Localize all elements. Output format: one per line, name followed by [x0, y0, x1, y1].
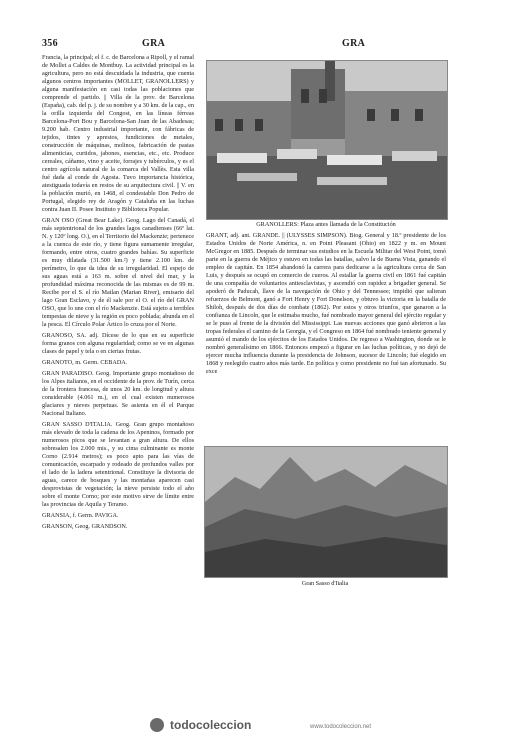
- page-number: 356: [42, 38, 58, 49]
- entry-gransia: GRANSIA, f. Germ. PAVIGA.: [42, 512, 119, 519]
- entry-gran-oso: GRAN OSO (Great Bear Lake). Geog. Lago del Canadá, el más septentrional de los grandes lagos canadienses (66º lat. N. y 120º long. O.), en el Territorio del Mackenzie; pertenece a la cuenca de este río, y tiene figura sumamente irregular, formando, entre otros, cuatro grandes bahías. Su superficie es muy dilatada (31.500 km.²) y tiene 2.100 km. de perímetro, lo que da idea de su irregularidad. El espejo de sus aguas está a 163 m. sobre el nivel del mar, y la profundidad máxima reconocida de las mismas es de 99 m. Recibe por el S. el río Matlan (Marian River), emisario del lago Gran Esclavo, y de él sale por el O. el río del GRAN OSO, que lo une con el río Mackenzie. Está sujeto a terribles tempestas de nieve y la región es poco poblada; abunda en el la pesca. El Círculo Polar Ártico lo cruza por el Norte.: [42, 217, 194, 328]
- left-column: [42, 54, 194, 534]
- entry-grant: GRANT, adj. ant. GRANDE. || (ULYSSES SIMPSON). Biog. General y 18.º presidente de los Estados Unidos de Norte América, n. en Point Pleasant (Ohio) en 1822 y m. en Mount McGregor en 1885. Después de terminar sus estudios en la Escuela Militar del West Point, tomó parte en la guerra de Méjico y estuvo en todas las batallas, salvo la de Buena Vista, ganando el empleo de capitán. En 1854 abandonó la carrera para dedicarse a la agricultura cerca de San Luis, y después se ocupó en comercio de cueros. Al estallar la guerra civil en 1861 fué capitán de una compañía de voluntarios antiesclavistas, y ascendió con rapidez a brigadier general. Se apoderó de Paducah, llave de la navegación de Ohio y del Tennessee; impidió que salieran refuerzos de Belmont, ganó a Fort Henry y Fort Donelson, y obtuvo la victoria en la batalla de Shiloh, después de dos días de combate (1862). Por estos y otros triunfos, que ganaron a la confianza de Lincoln, que le estimaba mucho, fué nombrado mayor general del ejército regular y se le puso al frente de la división del Mississippi. Las nuevas acciones que ganó abrieron a las tropas federales el camino de la Georgia, y el Congreso en 1864 fué nombrado teniente general y asumió el mando de los ejércitos de los Estados Unidos. De regreso a Washington, donde se le nombró generalísimo en 1866. Entonces empezó a figurar en las luchas políticas, y no dejó de ejercer mucha influencia durante la presidencia de Johnson, sucesor de Lincoln; fué elegido en 1868 y reelegido cuatro años más tarde. En política y como presidente no fué tan afortunado. Su exce: [206, 232, 446, 375]
- entry-granoso: GRANOSO, SA. adj. Dícese de lo que en su superficie forma granos con alguna regularidad; como se ve en algunas clases de papel y tela o en ciertas frutas.: [42, 332, 194, 355]
- right-column: [206, 232, 446, 442]
- entry-granollers-continued: Francia, la principal; el f. c. de Barcelona a Ripoll, y el ramal de Mollet a Caldes de Montbuy. La actividad principal es la agricultura, pero no está descuidada la industria, que cuenta algunos centros importantes (MOLLET, GRANOLLERS) y alguna manifestación en casi todas las poblaciones que comprende el partido. || Villa de la prov. de Barcelona (España), cab. del p. j. de su nombre y a 30 km. de la cap., en la orilla izquierda del Congost, en las líneas férreas Barcelona-Port Bou y Barcelona-San Juan de las Abadesas; 9.200 hab. Centro industrial importante, con fábricas de tejidos, tintes y aprestos, fundiciones de metales, construcción de máquinas, molinos, fabricación de pastas alimenticias, curtidos, jabones, esencias, etc., etc. Produce cereales, cáñamo, vino y aceite, forrajes y tubérculos, y es el centro agrícola natural de la comarca del Vallès. Esta villa fué dada al conde de Agosta. Tuvo importancia histórica, atestiguada todavía en restos de su arquitectura civil. || V. en la población murió, en 1468, el condestable Don Pedro de Portugal, elegido rey de Aragón y Cataluña en las luchas contra Juan II. Posee Instituto y Biblioteca Popular.: [42, 54, 194, 213]
- header-left-word: GRA: [142, 38, 166, 49]
- caption-gran-sasso: Gran Sasso d'Italia: [301, 580, 349, 587]
- gran-sasso-mountain-image: [205, 447, 447, 577]
- entry-gran-paradiso: GRAN PARADISO. Geog. Importante grupo montañoso de los Alpes italianos, en el occidente de la prov. de Turín, cerca de la frontera francesa, de unos 20 km. de longitud y altura considerable (4.061 m.), en el cual existen numerosos glaciares y nieves perpetuas. Se asienta en él el Parque Nacional Italiano.: [42, 370, 194, 417]
- granollers-plaza-image: [207, 61, 447, 219]
- photo-granollers: [206, 60, 448, 220]
- watermark-logo-icon: [150, 718, 164, 732]
- photo-gran-sasso: [204, 446, 448, 578]
- entry-granoto: GRANOTO, m. Germ. CEBADA.: [42, 359, 128, 366]
- watermark-url: www.todocoleccion.net: [310, 724, 372, 730]
- watermark-brand: todocoleccion: [170, 718, 252, 732]
- caption-granollers: GRANOLLERS: Plaza antes llamada de la Constitución: [256, 221, 396, 228]
- entry-granson: GRANSON, Geog. GRANDSON.: [42, 523, 128, 530]
- entry-gran-sasso: GRAN SASSO D'ITALIA. Geog. Gran grupo montañoso más elevado de toda la cadena de los Apeninos, formado por numerosos picos que se levantan a gran altura. De ellos sobresalen los 2.000 mis., y su cima culminante es monte Corno (2.914 metros); es poco apto para las vías de comunicación, escarpado y rodeado de profundos valles por el lado de la ladera setentrional. Constituye la divisoria de aguas, carece de bosques y las montañas aparecen casi desprovistas de vegetación; la nieve persiste todo el año sobre el monte Corno; por este motivo sirve de límite entre las provincias de Aquila y Teramo.: [42, 421, 194, 508]
- header-right-word: GRA: [342, 38, 366, 49]
- watermark-bar: [0, 710, 505, 742]
